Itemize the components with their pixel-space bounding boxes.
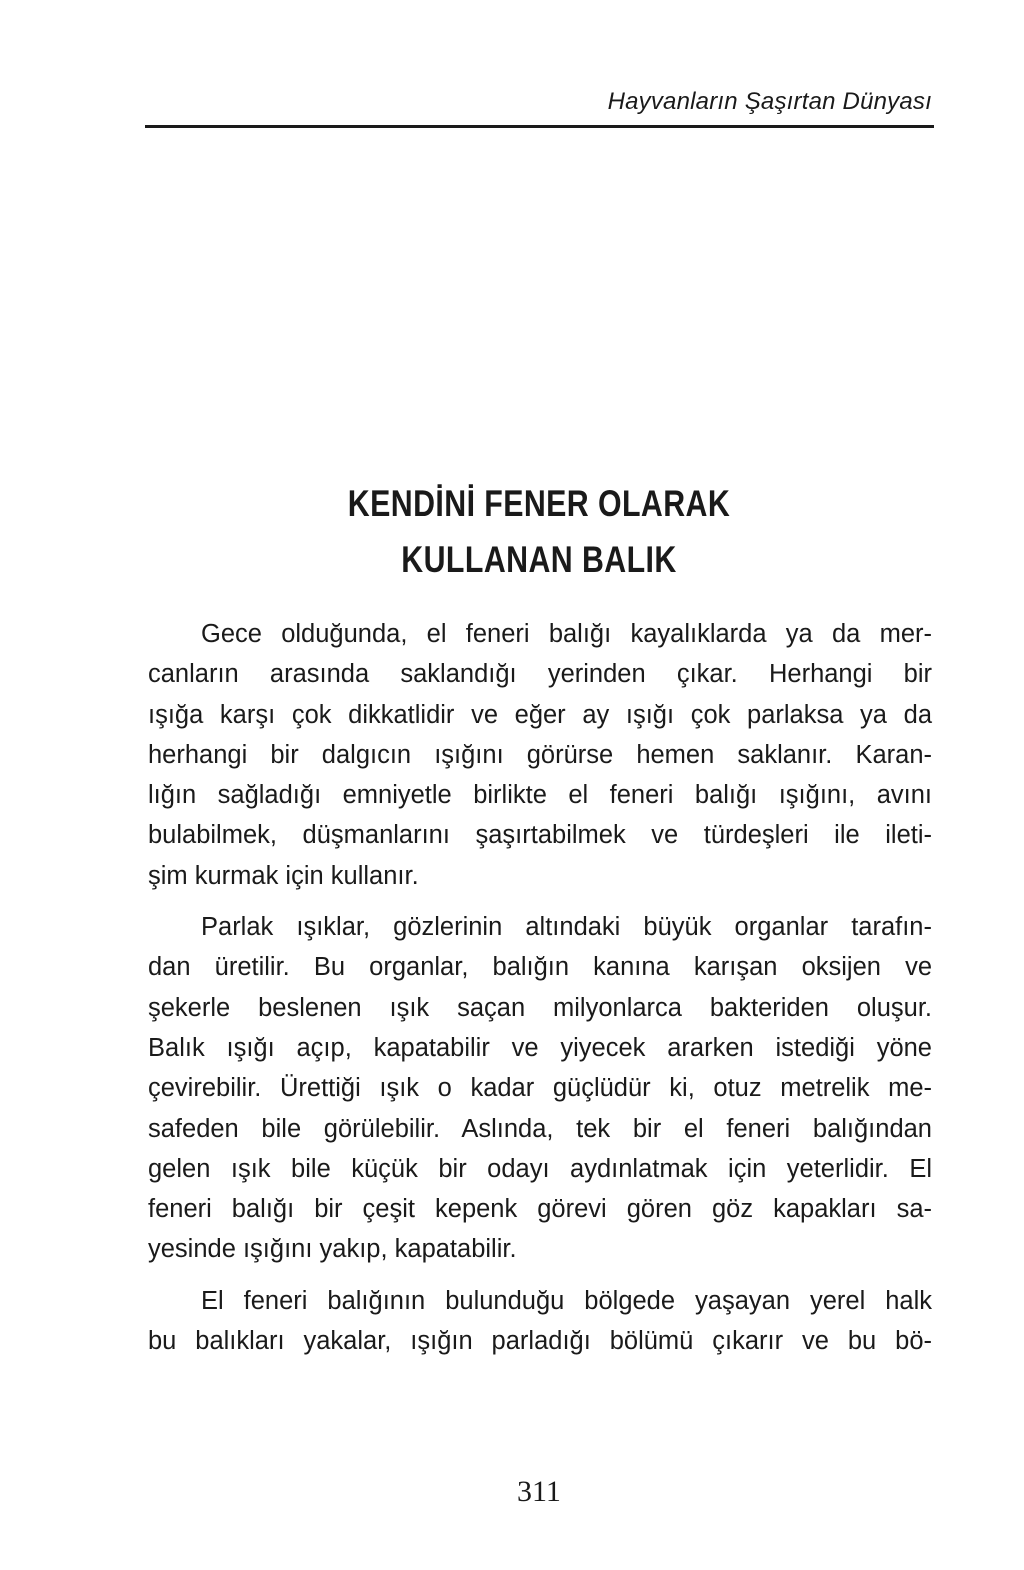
text-line: Gece olduğunda, el feneri balığı kayalıklarda ya da mer- xyxy=(201,620,932,648)
text-line: Parlak ışıklar, gözlerinin altındaki büyük organlar tarafın- xyxy=(201,913,932,942)
text-line: şekerle beslenen ışık saçan milyonlarca bakteriden oluşur. xyxy=(148,993,932,1022)
text-line: şim kurmak için kullanır. xyxy=(148,861,419,890)
text-line: bulabilmek, düşmanlarını şaşırtabilmek ve türdeşleri ile ileti- xyxy=(148,821,932,850)
page-number: 311 xyxy=(517,1475,561,1508)
text-line: lığın sağladığı emniyetle birlikte el feneri balığı ışığını, avını xyxy=(148,781,932,810)
running-header-title: Hayvanların Şaşırtan Dünyası xyxy=(607,88,932,115)
text-line: yesinde ışığını yakıp, kapatabilir. xyxy=(148,1235,517,1264)
text-line: çevirebilir. Ürettiği ışık o kadar güçlüdür ki, otuz metrelik me- xyxy=(148,1074,932,1103)
text-line: canların arasında saklandığı yerinden çıkar. Herhangi bir xyxy=(148,660,932,689)
paragraph-2 xyxy=(148,907,932,1270)
text-line: feneri balığı bir çeşit kepenk görevi gören göz kapakları sa- xyxy=(148,1195,932,1224)
text-line: El feneri balığının bulunduğu bölgede yaşayan yerel halk xyxy=(201,1286,932,1315)
text-line: ışığa karşı çok dikkatlidir ve eğer ay ışığı çok parlaksa ya da xyxy=(148,700,932,729)
chapter-title-line-1: KENDİNİ FENER OLARAK xyxy=(347,483,731,524)
chapter-title-line-2: KULLANAN BALIK xyxy=(401,539,677,580)
text-line: Balık ışığı açıp, kapatabilir ve yiyecek ararken istediği yöne xyxy=(148,1033,932,1062)
text-line: herhangi bir dalgıcın ışığını görürse hemen saklanır. Karan- xyxy=(148,740,932,769)
text-line: gelen ışık bile küçük bir odayı aydınlatmak için yeterlidir. El xyxy=(148,1154,932,1183)
body-text xyxy=(148,614,932,1372)
paragraph-3 xyxy=(148,1281,932,1362)
text-line: safeden bile görülebilir. Aslında, tek bir el feneri balığından xyxy=(148,1114,932,1143)
text-line: bu balıkları yakalar, ışığın parladığı bölümü çıkarır ve bu bö- xyxy=(148,1327,932,1356)
paragraph-1 xyxy=(148,614,932,896)
text-line: dan üretilir. Bu organlar, balığın kanına karışan oksijen ve xyxy=(148,953,932,982)
header-rule xyxy=(145,125,934,128)
chapter-title xyxy=(217,476,862,588)
